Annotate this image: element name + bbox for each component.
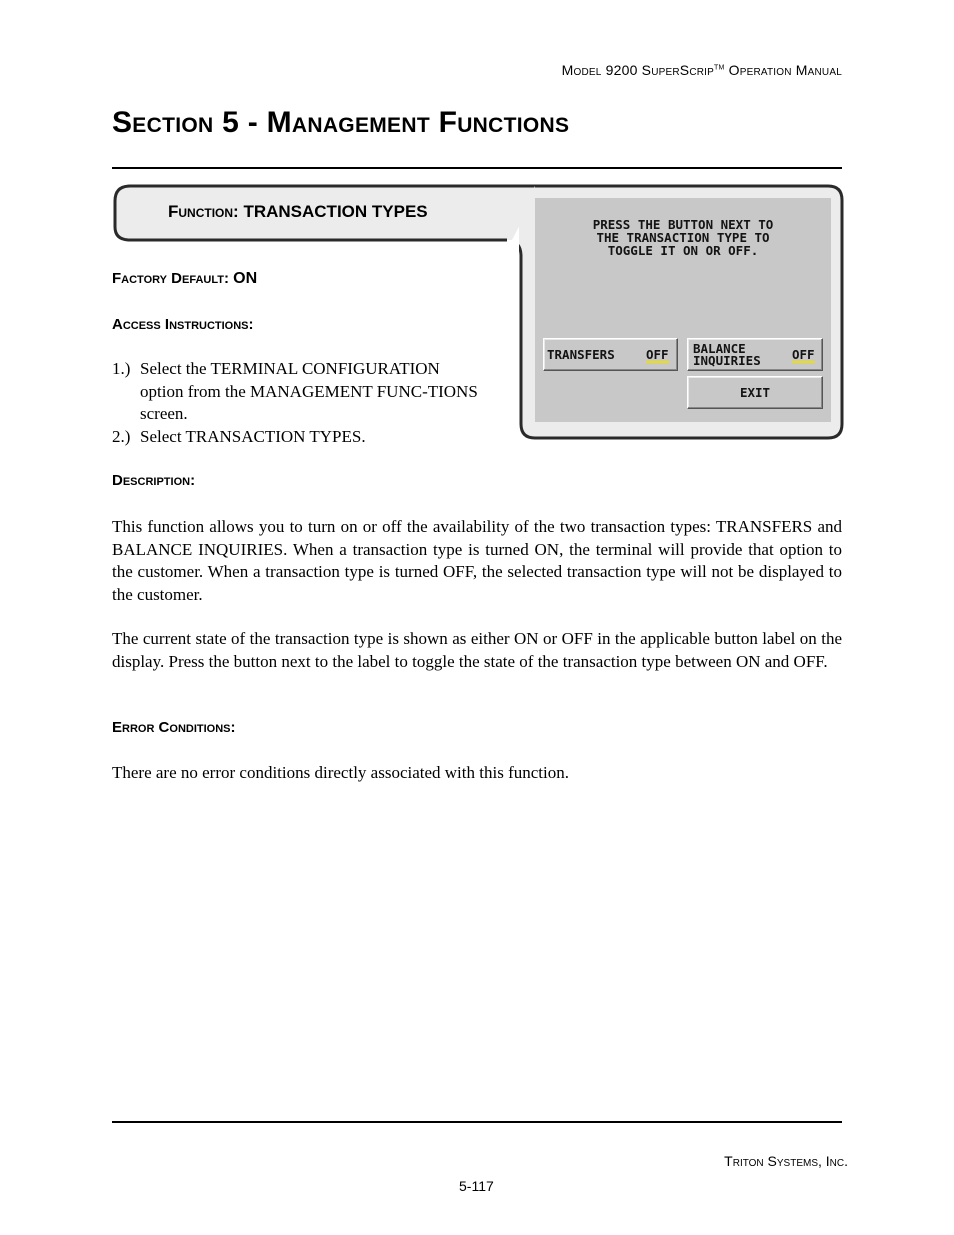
factory-default-heading	[112, 270, 257, 288]
footer-company: Triton Systems, Inc.	[724, 1153, 848, 1169]
function-title	[168, 202, 428, 222]
trademark-mark: TM	[714, 64, 725, 72]
step-text: Select the TERMINAL CONFIGURATION option from the MANAGEMENT FUNC-TIONS screen.	[140, 359, 478, 423]
manual-title: Model 9200 SuperScrip	[561, 62, 715, 78]
manual-subtitle: Operation Manual	[728, 62, 842, 78]
exit-button[interactable]	[687, 376, 823, 409]
factory-default-value: ON	[233, 270, 258, 287]
error-conditions-heading: Error Conditions:	[112, 719, 236, 736]
access-steps-list	[112, 358, 482, 448]
balance-inquiries-label: BALANCE INQUIRIES	[693, 341, 761, 368]
list-item	[112, 358, 482, 426]
top-rule	[112, 167, 842, 169]
description-paragraph-1: This function allows you to turn on or off the availability of the two transaction types: TRANSFERS and BALANCE INQUIRIES. When a transaction type is turned ON, the terminal will provide that option to the customer. When a transaction type is turned OFF, the selected transaction type will not be displayed to the customer.	[112, 517, 842, 604]
function-name: TRANSACTION TYPES	[243, 202, 428, 221]
balance-inquiries-state: OFF	[792, 347, 815, 362]
section-title: Section 5 - Management Functions	[112, 106, 570, 139]
factory-default-label: Factory Default:	[112, 270, 229, 287]
access-instructions-heading: Access Instructions:	[112, 316, 254, 333]
transfers-label: TRANSFERS	[547, 347, 615, 362]
description-paragraph-2: The current state of the transaction type is shown as either ON or OFF in the applicable button label on the display. Press the button next to the label to toggle the state of the transaction type between ON and OFF.	[112, 629, 842, 671]
transfers-button[interactable]	[543, 338, 678, 371]
atm-prompt-text: PRESS THE BUTTON NEXT TO THE TRANSACTION TYPE TO TOGGLE IT ON OR OFF.	[592, 217, 774, 258]
running-header	[562, 62, 842, 78]
step-text: Select TRANSACTION TYPES.	[140, 426, 366, 446]
function-label: Function:	[168, 202, 239, 221]
balance-inquiries-button[interactable]	[687, 338, 823, 371]
error-conditions-text: There are no error conditions directly associated with this function.	[112, 763, 569, 782]
step-number: 2.)	[112, 426, 131, 446]
list-item	[112, 426, 482, 449]
page-number: 5-117	[459, 1178, 494, 1194]
step-number: 1.)	[112, 359, 131, 378]
description-heading: Description:	[112, 472, 196, 489]
bottom-rule	[112, 1121, 842, 1123]
exit-label: EXIT	[739, 385, 771, 400]
transfers-state: OFF	[646, 347, 669, 362]
